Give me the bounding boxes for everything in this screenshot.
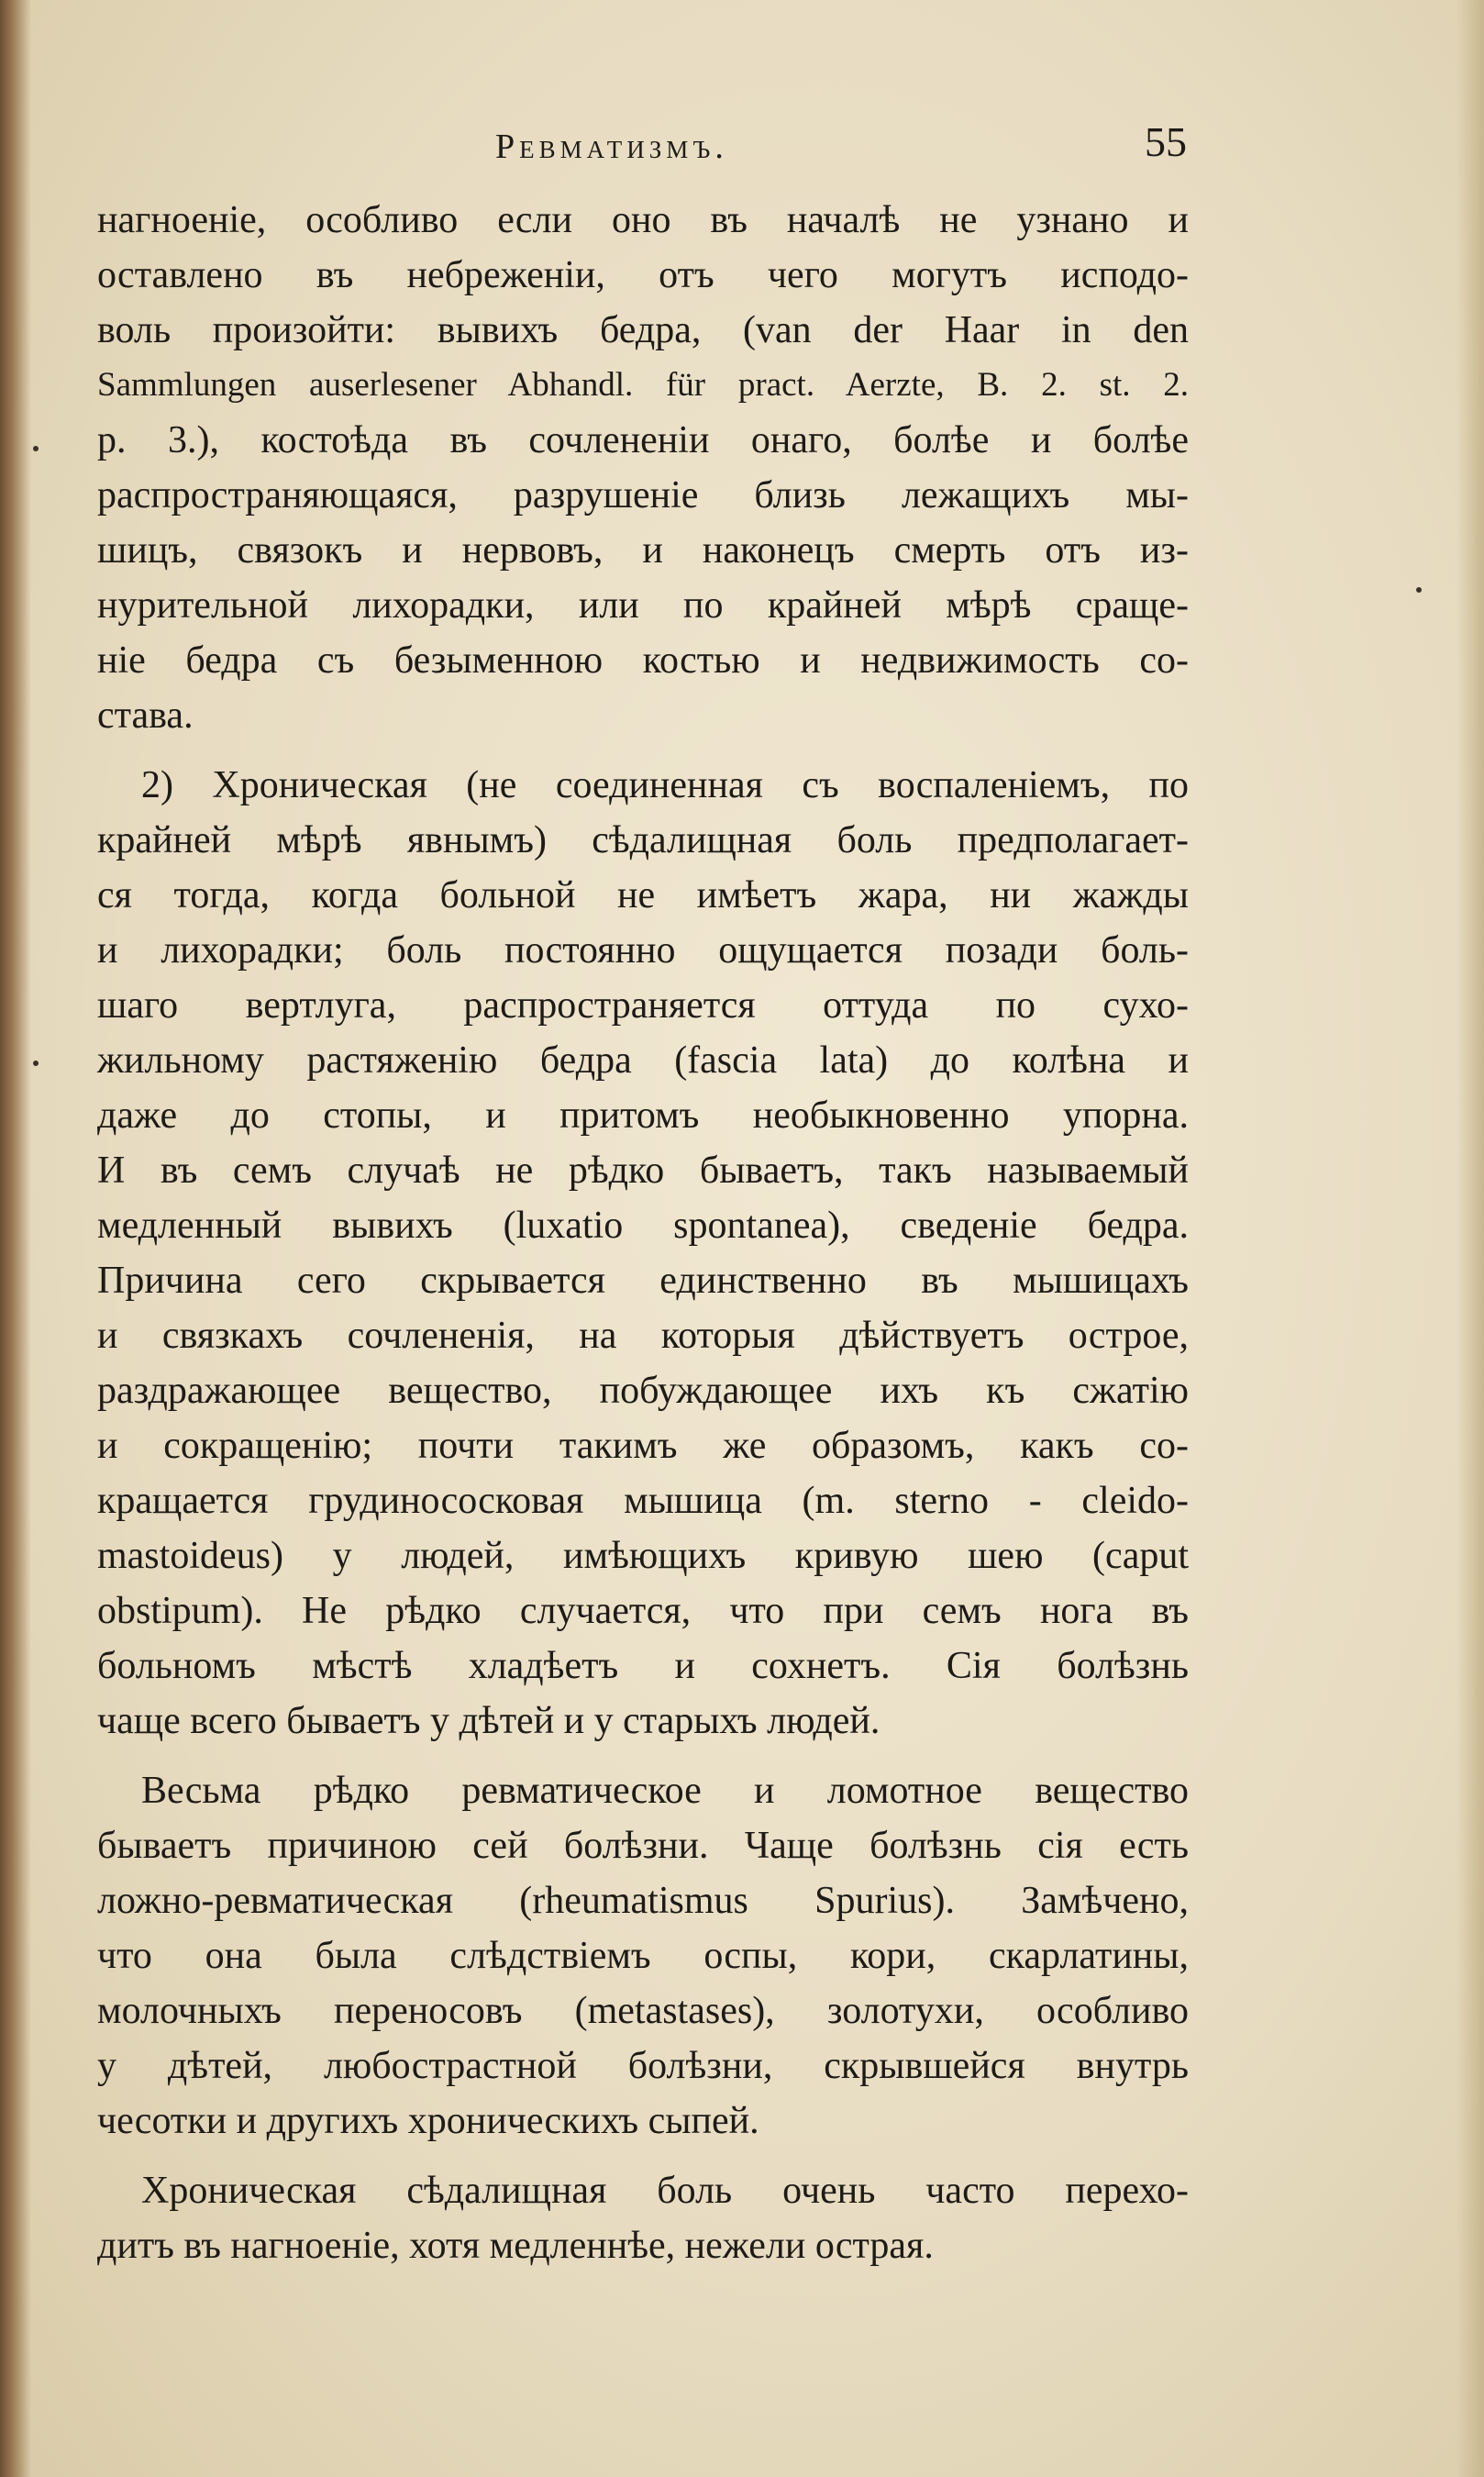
text-line: и лихорадки; боль постоянно ощущается позади боль-	[97, 929, 1189, 972]
text-line: нагноеніе, особливо если оно въ началѣ не узнано и	[97, 199, 1189, 241]
text-line: крайней мѣрѣ явнымъ) сѣдалищная боль предполагает-	[97, 819, 1189, 861]
text-line: шицъ, связокъ и нервовъ, и наконецъ смерть отъ из-	[97, 529, 1189, 572]
running-head: Ревматизмъ.	[495, 128, 728, 166]
margin-speck	[33, 1061, 39, 1066]
text-line: бываетъ причиною сей болѣзни. Чаще болѣзнь сія есть	[97, 1825, 1189, 1867]
text-line: у дѣтей, любострастной болѣзни, скрывшейся внутрь	[97, 2045, 1189, 2087]
text-line: mastoideus) у людей, имѣющихъ кривую шею (caput	[97, 1535, 1189, 1577]
body-text	[97, 193, 1189, 2273]
text-line: нурительной лихорадки, или по крайней мѣрѣ сраще-	[97, 584, 1189, 627]
text-line: obstipum). Не рѣдко случается, что при семъ нога въ	[97, 1590, 1189, 1632]
text-line: раздражающее вещество, побуждающее ихъ къ сжатію	[97, 1370, 1189, 1412]
text-line: шаго вертлуга, распространяется оттуда по сухо-	[97, 984, 1189, 1027]
text-line: жильному растяженію бедра (fascia lata) до колѣна и	[97, 1039, 1189, 1082]
paragraph-start-line: Весьма рѣдко ревматическое и ломотное вещество	[141, 1770, 1189, 1812]
text-line: и сокращенію; почти такимъ же образомъ, какъ со-	[97, 1425, 1189, 1467]
text-line: что она была слѣдствіемъ оспы, кори, скарлатины,	[97, 1935, 1189, 1977]
margin-speck	[33, 446, 39, 451]
text-line: даже до стопы, и притомъ необыкновенно упорна.	[97, 1094, 1189, 1137]
page-edge-shade	[1456, 0, 1484, 2477]
text-line: ложно-ревматическая (rheumatismus Spurius). Замѣчено,	[97, 1880, 1189, 1922]
text-line: чаще всего бываетъ у дѣтей и у старыхъ людей.	[97, 1700, 880, 1742]
text-line: ніе бедра съ безыменною костью и недвижимость со-	[97, 639, 1189, 682]
paragraph-start-line: Хроническая сѣдалищная боль очень часто перехо-	[141, 2170, 1189, 2212]
text-line: ся тогда, когда больной не имѣетъ жара, ни жажды	[97, 874, 1189, 916]
text-line: больномъ мѣстѣ хладѣетъ и сохнетъ. Сія болѣзнь	[97, 1645, 1189, 1687]
text-line: чесотки и другихъ хроническихъ сыпей.	[97, 2100, 759, 2142]
text-line: Причина сего скрывается единственно въ мышицахъ	[97, 1260, 1189, 1302]
text-line: дитъ въ нагноеніе, хотя медленнѣе, нежели острая.	[97, 2225, 934, 2267]
text-line: И въ семъ случаѣ не рѣдко бываетъ, такъ называемый	[97, 1150, 1189, 1192]
text-line: става.	[97, 694, 194, 737]
text-line: кращается грудинососковая мышица (m. sterno - cleido-	[97, 1480, 1189, 1522]
text-line: Sammlungen auserlesener Abhandl. für pract. Aerzte, B. 2. st. 2.	[97, 366, 1189, 404]
margin-speck	[1416, 587, 1422, 593]
text-line: воль произойти: вывихъ бедра, (van der Haar in den	[97, 309, 1189, 351]
text-line: оставлено въ небреженіи, отъ чего могутъ исподо-	[97, 254, 1189, 296]
text-line: p. 3.), костоѣда въ сочлененіи онаго, болѣе и болѣе	[97, 419, 1189, 461]
page-binding-shadow	[0, 0, 31, 2477]
text-line: распространяющаяся, разрушеніе близь лежащихъ мы-	[97, 474, 1189, 517]
text-line: медленный вывихъ (luxatio spontanea), сведеніе бедра.	[97, 1205, 1189, 1247]
text-line: и связкахъ сочлененія, на которыя дѣйствуетъ острое,	[97, 1315, 1189, 1357]
page-number: 55	[1145, 118, 1187, 165]
text-line: молочныхъ переносовъ (metastases), золотухи, особливо	[97, 1990, 1189, 2032]
paragraph-start-line: 2) Хроническая (не соединенная съ воспаленіемъ, по	[141, 764, 1189, 806]
